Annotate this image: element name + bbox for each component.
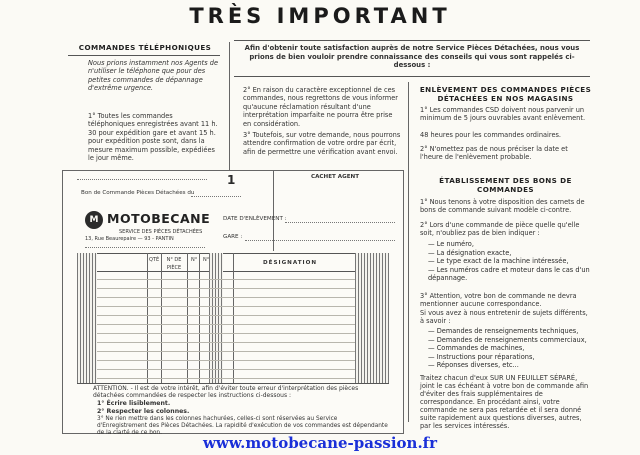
list-item: — Les numéros cadre et moteur dans le cas d'un dépannage.	[428, 265, 590, 283]
list-item: — Demandes de renseignements commerciaux,	[428, 335, 587, 344]
date-enlevement-line[interactable]	[285, 222, 395, 223]
cachet-divider	[273, 171, 274, 251]
intro-bottom-rule	[234, 76, 590, 77]
list-item: — Demandes de renseignements techniques,	[428, 327, 579, 335]
gare-line[interactable]	[245, 240, 395, 241]
bon-date-line	[191, 196, 241, 197]
order-form	[62, 170, 404, 437]
etablissement-point2: 2° Lors d'une commande de pièce quelle qu'elle soit, n'oubliez pas de bien indiquer :	[420, 221, 580, 238]
required-info-list	[428, 240, 590, 283]
company-address: 13, Rue Beaurepaire — 93 - PANTIN	[85, 236, 174, 242]
table-rows[interactable]	[97, 271, 355, 383]
brand-name: MOTOBECANE	[107, 211, 211, 226]
list-item: — La désignation exacte,	[428, 248, 512, 257]
page-title: TRÈS IMPORTANT	[189, 4, 451, 28]
list-item: — Le type exact de la machine intéressée,	[428, 257, 569, 266]
intro-text: Afin d'obtenir toute satisfaction auprès de notre Service Pièces Détachées, nous vous prions de bien vouloir prendre connaissance des conseils qui vous sont rappelés ci-dessous :	[244, 44, 580, 70]
form-number: 1	[227, 173, 236, 187]
motobecane-logo-icon: M	[85, 211, 103, 229]
enlevement-point2: 2° N'omettez pas de nous préciser la date et l'heure de l'enlèvement probable.	[420, 145, 568, 162]
footer-url[interactable]: www.motobecane-passion.fr	[202, 434, 438, 452]
date-enlevement-label: DATE D'ENLÈVEMENT :	[223, 216, 287, 222]
etablissement-point1: 1° Nous tenons à votre disposition des carnets de bons de commande suivant modèle ci-contre.	[420, 198, 585, 215]
attention-item-3: 3° Ne rien mettre dans les colonnes hachurées, celles-ci sont réservées au Service d'Enregistrement des Pièces Détachées. La rapidité d'exécution de vos commandes est dépendante de la clarté de ce bon.	[97, 416, 388, 437]
enlevement-48h: 48 heures pour les commandes ordinaires.	[420, 131, 562, 139]
hatched-column-right	[355, 253, 389, 383]
cachet-agent-label: CACHET AGENT	[311, 174, 360, 180]
enlevement-point1: 1° Les commandes CSD doivent nous parvenir un minimum de 5 jours ouvrables avant enlèvement.	[420, 106, 586, 123]
commandes-tel-intro: Nous prions instamment nos Agents de n'utiliser le téléphone que pour des petites commandes de dépannage d'extrême urgence.	[88, 59, 219, 93]
column-divider-left	[229, 42, 230, 170]
designation-header: DÉSIGNATION	[263, 260, 318, 266]
heading-divider	[68, 55, 220, 56]
etablissement-separate-sheet: Traitez chacun d'eux SUR UN FEUILLET SÉPARÉ, joint le cas échéant à votre bon de commande afin d'éviter des frais supplémentaires de correspondance. En procédant ainsi, votre commande ne sera pas retardée et il sera donné suite rapidement aux questions diverses, autres, par les services intéressés.	[420, 374, 589, 430]
attention-text: ATTENTION. - Il est de votre intérêt, afin d'éviter toute erreur d'interprétation des pièces détachées commandées de respecter les instructions ci-dessous :	[93, 385, 359, 400]
subjects-list	[428, 327, 590, 370]
column-divider-right	[408, 82, 409, 422]
etablissement-subjects-intro: Si vous avez à nous entretenir de sujets différents, à savoir :	[420, 309, 588, 326]
etablissement-heading: ÉTABLISSEMENT DES BONS DE COMMANDES	[439, 176, 572, 194]
gare-label: GARE :	[223, 234, 243, 240]
form-header-line	[77, 179, 207, 180]
enlevement-heading: ENLÈVEMENT DES COMMANDES PIÈCES DÉTACHÉES EN NOS MAGASINS	[419, 85, 592, 103]
middle-point3: 3° Toutefois, sur votre demande, nous pourrons attendre confirmation de votre ordre par écrit, afin de permettre une vérification avant envoi.	[243, 131, 401, 156]
list-item: — Le numéro,	[428, 240, 474, 248]
address-line	[85, 247, 205, 248]
list-item: — Instructions pour réparations,	[428, 352, 535, 361]
hatched-column-left	[77, 253, 97, 383]
bon-label: Bon de Commande Pièces Détachées du	[81, 190, 195, 196]
list-item: — Réponses diverses, etc...	[428, 361, 519, 370]
col-no1-label: N°	[191, 257, 198, 263]
list-item: — Commandes de machines,	[428, 344, 525, 353]
intro-top-rule	[234, 40, 590, 41]
table-bottom	[77, 383, 389, 384]
middle-point2: 2° En raison du caractère exceptionnel de ces commandes, nous regrettons de vous informer qu'aucune réclamation résultant d'une interprétation imparfaite ne pourra être prise en considération.	[243, 86, 399, 128]
commandes-tel-point1: 1° Toutes les commandes téléphoniques enregistrées avant 11 h. 30 pour expédition gare et avant 15 h. pour expédition poste sont, dans la mesure maximum possible, expédiées le jour même.	[88, 112, 218, 163]
col-no2-label: N°	[203, 257, 210, 263]
attention-item-2: 2° Respecter les colonnes.	[97, 408, 190, 415]
company-service: SERVICE DES PIÈCES DÉTACHÉES	[119, 229, 203, 235]
etablissement-point3: 3° Attention, votre bon de commande ne devra mentionner aucune correspondance.	[420, 292, 577, 309]
col-piece-label: N° DE PIÈCE	[166, 257, 182, 272]
attention-item-1: 1° Écrire lisiblement.	[97, 400, 171, 407]
commandes-tel-heading: COMMANDES TÉLÉPHONIQUES	[78, 43, 212, 52]
col-qty-label: QTÉ	[149, 257, 160, 263]
